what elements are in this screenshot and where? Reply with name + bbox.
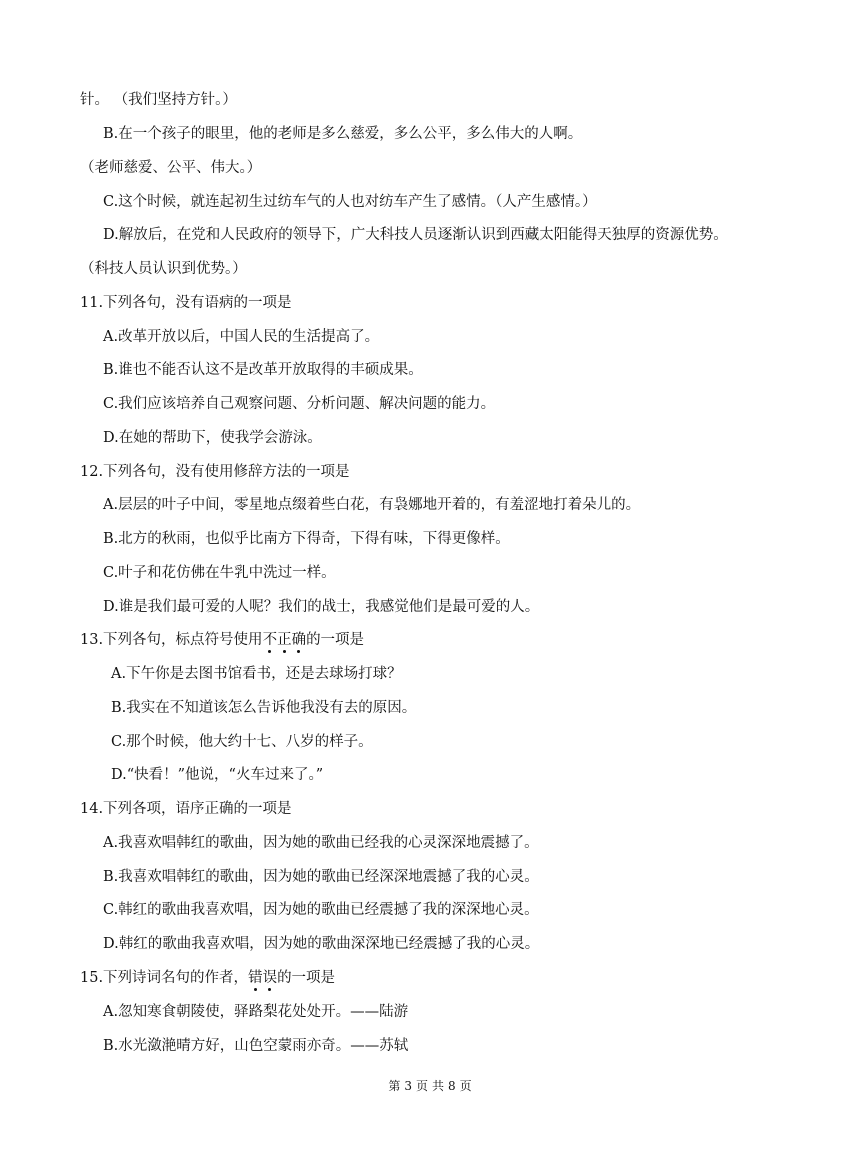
question-11-option-c: C.我们应该培养自己观察问题、分析问题、解决问题的能力。 <box>103 396 496 412</box>
emphasis-char: 错 <box>248 970 263 986</box>
total-pages: 8 <box>448 1079 456 1093</box>
question-14-option-c: C.韩红的歌曲我喜欢唱，因为她的歌曲已经震撼了我的深深地心灵。 <box>103 902 539 918</box>
option-b: B.在一个孩子的眼里，他的老师是多么慈爱，多么公平，多么伟大的人啊。 <box>103 126 583 142</box>
question-14-option-d: D.韩红的歌曲我喜欢唱，因为她的歌曲深深地已经震撼了我的心灵。 <box>103 936 540 952</box>
text-line: （科技人员认识到优势。） <box>80 261 247 277</box>
page-number: 3 <box>404 1079 412 1093</box>
text-line: 针。 （我们坚持方针。） <box>80 92 237 108</box>
question-13-stem <box>80 630 364 650</box>
emphasis-char: 正 <box>277 632 292 648</box>
option-d: D.解放后，在党和人民政府的领导下，广大科技人员逐渐认识到西藏太阳能得天独厚的资源优势。 <box>103 227 728 243</box>
question-15-stem-text: 15.下列诗词名句的作者， <box>80 970 249 986</box>
question-11-option-a: A.改革开放以后，中国人民的生活提高了。 <box>103 329 380 345</box>
question-13-option-b: B.我实在不知道该怎么告诉他我没有去的原因。 <box>111 700 417 716</box>
question-11-option-b: B.谁也不能否认这不是改革开放取得的丰硕成果。 <box>103 362 423 378</box>
question-13-option-c: C.那个时候，他大约十七、八岁的样子。 <box>111 734 373 750</box>
emphasis-char: 确 <box>291 632 307 648</box>
question-14-stem: 14.下列各项，语序正确的一项是 <box>80 801 292 817</box>
footer-ye: 页 <box>459 1079 472 1093</box>
footer-gong: 共 <box>432 1079 445 1093</box>
footer-ye: 页 <box>415 1079 428 1093</box>
question-15-option-b: B.水光潋滟晴方好，山色空蒙雨亦奇。——苏轼 <box>103 1038 409 1054</box>
question-13-option-a: A.下午你是去图书馆看书，还是去球场打球？ <box>111 666 402 682</box>
option-c: C.这个时候，就连起初生过纺车气的人也对纺车产生了感情。（人产生感情。） <box>103 194 597 210</box>
text-line: （老师慈爱、公平、伟大。） <box>80 160 262 176</box>
question-13-stem-tail: 的一项是 <box>306 632 365 648</box>
question-12-option-c: C.叶子和花仿佛在牛乳中洗过一样。 <box>103 565 336 581</box>
question-13-option-d: D.“快看！”他说，“火车过来了。” <box>111 767 324 783</box>
question-14-option-b: B.我喜欢唱韩红的歌曲，因为她的歌曲已经深深地震撼了我的心灵。 <box>103 869 539 885</box>
emphasis-char: 不 <box>262 632 278 648</box>
question-12-stem: 12.下列各句，没有使用修辞方法的一项是 <box>80 464 350 480</box>
emphasis-char: 误 <box>262 970 278 986</box>
question-14-option-a: A.我喜欢唱韩红的歌曲，因为她的歌曲已经我的心灵深深地震撼了。 <box>103 835 539 851</box>
question-11-stem: 11.下列各句，没有语病的一项是 <box>80 295 292 311</box>
question-15-stem-tail: 的一项是 <box>277 970 336 986</box>
question-12-option-b: B.北方的秋雨，也似乎比南方下得奇，下得有味，下得更像样。 <box>103 531 510 547</box>
question-15-stem <box>80 968 335 988</box>
footer-di: 第 <box>388 1079 401 1093</box>
question-11-option-d: D.在她的帮助下，使我学会游泳。 <box>103 430 322 446</box>
question-13-stem-text: 13.下列各句，标点符号使用 <box>80 632 263 648</box>
question-12-option-a: A.层层的叶子中间，零星地点缀着些白花，有袅娜地开着的，有羞涩地打着朵儿的。 <box>103 497 641 513</box>
page-footer <box>0 1078 860 1094</box>
question-15-option-a: A.忽知寒食朝陵使，驿路梨花处处开。——陆游 <box>103 1004 409 1020</box>
question-12-option-d: D.谁是我们最可爱的人呢？我们的战士，我感觉他们是最可爱的人。 <box>103 599 540 615</box>
